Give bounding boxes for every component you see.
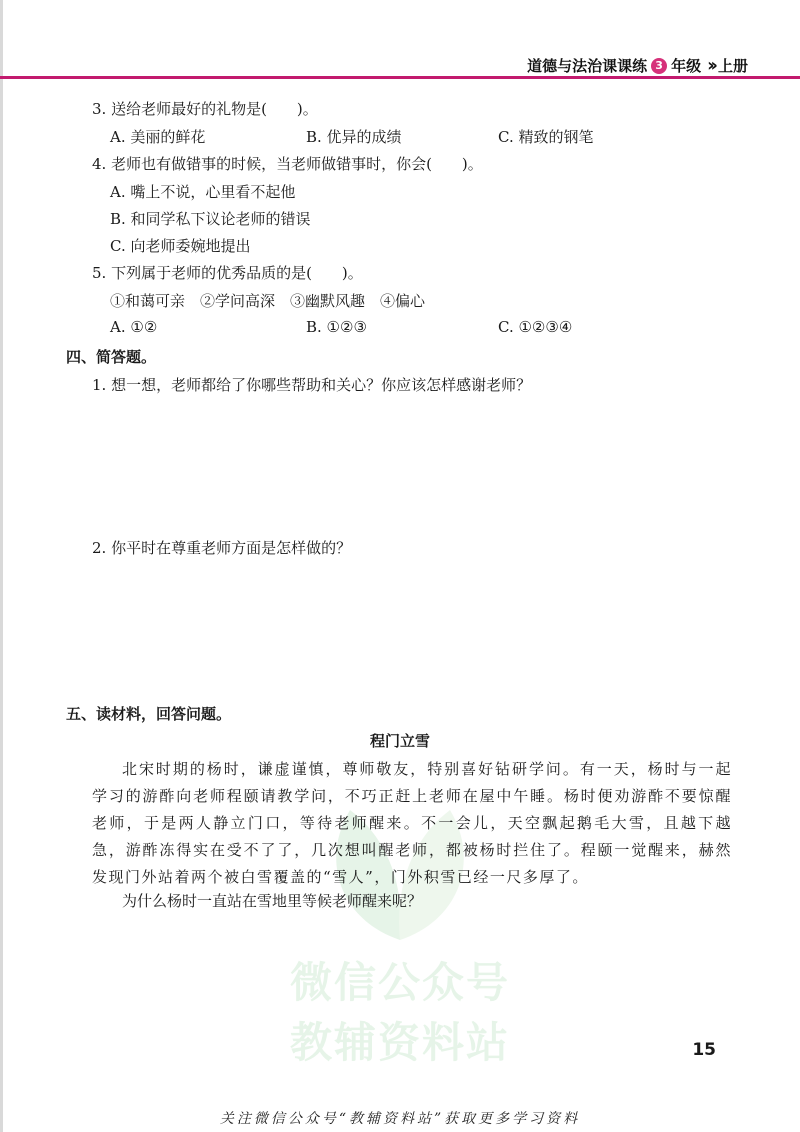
option: B. ①②③ xyxy=(306,318,367,336)
grade-label: 年级 xyxy=(671,57,702,75)
question-3: 3. 送给老师最好的礼物是( )。 xyxy=(92,100,318,118)
option: C. 精致的钢笔 xyxy=(498,128,594,146)
section-4-question-2: 2. 你平时在尊重老师方面是怎样做的？ xyxy=(92,539,352,557)
question-5-items: ①和蔼可亲 ②学问高深 ③幽默风趣 ④偏心 xyxy=(110,292,426,310)
question-4: 4. 老师也有做错事的时候，当老师做错事时，你会( )。 xyxy=(92,155,483,173)
option: C. 向老师委婉地提出 xyxy=(110,237,251,255)
book-title: 道德与法治课课练 xyxy=(527,57,648,75)
watermark-line2: 教辅资料站 xyxy=(289,1018,510,1067)
option: B. 和同学私下议论老师的错误 xyxy=(110,210,311,228)
page-number: 15 xyxy=(692,1040,716,1060)
option: A. 美丽的鲜花 xyxy=(110,128,206,146)
page-header xyxy=(0,0,800,80)
option: A. 嘴上不说，心里看不起他 xyxy=(110,183,296,201)
header-divider xyxy=(0,76,800,79)
section-4-question-1: 1. 想一想，老师都给了你哪些帮助和关心？你应该怎样感谢老师？ xyxy=(92,376,532,394)
volume-label: 上册 xyxy=(717,57,748,75)
option: A. ①② xyxy=(110,318,158,336)
question-5: 5. 下列属于老师的优秀品质的是( )。 xyxy=(92,264,363,282)
option: B. 优异的成绩 xyxy=(306,128,402,146)
section-4-heading: 四、简答题。 xyxy=(66,348,157,366)
footer-note: 关注微信公众号“教辅资料站”获取更多学习资料 xyxy=(219,1111,581,1127)
double-chevron-icon: ›› xyxy=(707,55,714,76)
header-title xyxy=(527,55,748,76)
watermark-line1: 微信公众号 xyxy=(289,958,510,1007)
story-paragraph: 北宋时期的杨时，谦虚谨慎，尊师敬友，特别喜好钻研学问。有一天，杨时与一起学习的游酢向老师程颐请教学问，不巧正赶上老师在屋中午睡。杨时便劝游酢不要惊醒老师，于是两人静立门口，等待老师醒来。不一会儿，天空飘起鹅毛大雪，且越下越急，游酢冻得实在受不了了，几次想叫醒老师，都被杨时拦住了。程颐一觉醒来，赫然发现门外站着两个被白雪覆盖的“雪人”，门外积雪已经一尺多厚了。 xyxy=(92,760,732,886)
section-5-heading: 五、读材料，回答问题。 xyxy=(66,705,232,723)
grade-badge: 3 xyxy=(651,58,667,74)
story-question: 为什么杨时一直站在雪地里等候老师醒来呢？ xyxy=(122,892,423,910)
story-title: 程门立雪 xyxy=(369,732,430,750)
option: C. ①②③④ xyxy=(498,318,573,336)
